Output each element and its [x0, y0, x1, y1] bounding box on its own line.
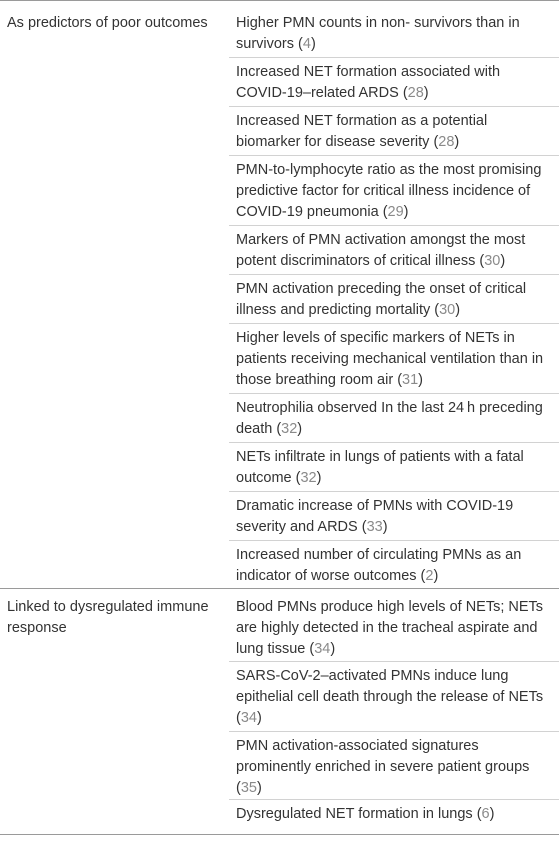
- reference-link[interactable]: 32: [300, 470, 317, 486]
- reference-link[interactable]: 29: [387, 204, 404, 220]
- finding-text: Increased NET formation as a potential biomarker for disease severity: [236, 113, 488, 150]
- reference-link[interactable]: 32: [281, 421, 298, 437]
- top-rule: [0, 0, 559, 1]
- reference-link[interactable]: 30: [484, 253, 501, 269]
- finding-text: NETs infiltrate in lungs of patients with a fatal outcome: [236, 449, 524, 486]
- row-divider: [229, 661, 559, 662]
- reference-link[interactable]: 2: [425, 568, 434, 584]
- reference-link[interactable]: 35: [240, 780, 257, 796]
- finding-item: Increased NET formation associated with COVID-19–related ARDS (28): [236, 64, 501, 101]
- row-divider: [229, 106, 559, 107]
- bottom-rule: [0, 834, 559, 835]
- finding-text: Markers of PMN activation amongst the most potent discriminators of critical illness: [236, 232, 526, 269]
- reference-link[interactable]: 6: [481, 806, 490, 822]
- finding-item: Increased NET formation as a potential biomarker for disease severity (28): [236, 113, 488, 150]
- finding-text: SARS-CoV-2–activated PMNs induce lung epithelial cell death through the release of NETs: [236, 668, 544, 705]
- row-divider: [229, 155, 559, 156]
- reference-link[interactable]: 34: [314, 641, 331, 657]
- finding-item: Increased number of circulating PMNs as an indicator of worse outcomes (2): [236, 547, 522, 584]
- reference-link[interactable]: 31: [402, 372, 419, 388]
- reference-link[interactable]: 34: [240, 710, 257, 726]
- finding-item: NETs infiltrate in lungs of patients with a fatal outcome (32): [236, 449, 524, 486]
- row-divider: [229, 393, 559, 394]
- finding-item: Dysregulated NET formation in lungs (6): [236, 806, 495, 822]
- row-divider: [229, 57, 559, 58]
- finding-item: Blood PMNs produce high levels of NETs; NETs are highly detected in the tracheal aspirate and lung tissue (34): [236, 599, 544, 657]
- row-divider: [229, 799, 559, 800]
- finding-text: PMN-to-lymphocyte ratio as the most promising predictive factor for critical illness incidence of COVID-19 pneumonia: [236, 162, 542, 220]
- row-divider: [229, 540, 559, 541]
- finding-text: Blood PMNs produce high levels of NETs; NETs are highly detected in the tracheal aspirate and lung tissue: [236, 599, 544, 657]
- finding-item: SARS-CoV-2–activated PMNs induce lung epithelial cell death through the release of NETs (34): [236, 668, 544, 726]
- finding-text: Dysregulated NET formation in lungs: [236, 806, 473, 822]
- row-divider: [229, 323, 559, 324]
- finding-item: Higher levels of specific markers of NETs in patients receiving mechanical ventilation than in those breathing room air (31): [236, 330, 544, 388]
- finding-text: PMN activation-associated signatures prominently enriched in severe patient groups: [236, 738, 530, 775]
- finding-text: Higher PMN counts in non- survivors than in survivors: [236, 15, 520, 52]
- finding-text: PMN activation preceding the onset of critical illness and predicting mortality: [236, 281, 527, 318]
- finding-text: Higher levels of specific markers of NETs in patients receiving mechanical ventilation than in those breathing room air: [236, 330, 544, 388]
- row-divider: [229, 731, 559, 732]
- reference-link[interactable]: 33: [366, 519, 383, 535]
- reference-link[interactable]: 28: [438, 134, 455, 150]
- finding-item: Markers of PMN activation amongst the most potent discriminators of critical illness (30): [236, 232, 526, 269]
- row-divider: [229, 225, 559, 226]
- reference-link[interactable]: 4: [302, 36, 311, 52]
- finding-item: Higher PMN counts in non- survivors than in survivors (4): [236, 15, 520, 52]
- finding-text: Neutrophilia observed In the last 24 h preceding death: [236, 400, 543, 437]
- section-rule: [0, 588, 559, 589]
- row-divider: [229, 442, 559, 443]
- finding-item: PMN-to-lymphocyte ratio as the most promising predictive factor for critical illness incidence of COVID-19 pneumonia (29): [236, 162, 542, 220]
- category-label: Linked to dysregulated immune response: [7, 599, 209, 636]
- finding-item: Neutrophilia observed In the last 24 h preceding death (32): [236, 400, 543, 437]
- finding-text: Dramatic increase of PMNs with COVID-19 severity and ARDS: [236, 498, 514, 535]
- finding-item: PMN activation preceding the onset of critical illness and predicting mortality (30): [236, 281, 527, 318]
- reference-link[interactable]: 28: [407, 85, 424, 101]
- category-label: As predictors of poor outcomes: [7, 15, 208, 31]
- finding-item: Dramatic increase of PMNs with COVID-19 severity and ARDS (33): [236, 498, 514, 535]
- reference-link[interactable]: 30: [439, 302, 456, 318]
- finding-text: Increased NET formation associated with COVID-19–related ARDS: [236, 64, 501, 101]
- row-divider: [229, 274, 559, 275]
- finding-text: Increased number of circulating PMNs as an indicator of worse outcomes: [236, 547, 522, 584]
- row-divider: [229, 491, 559, 492]
- finding-item: PMN activation-associated signatures prominently enriched in severe patient groups (35): [236, 738, 530, 796]
